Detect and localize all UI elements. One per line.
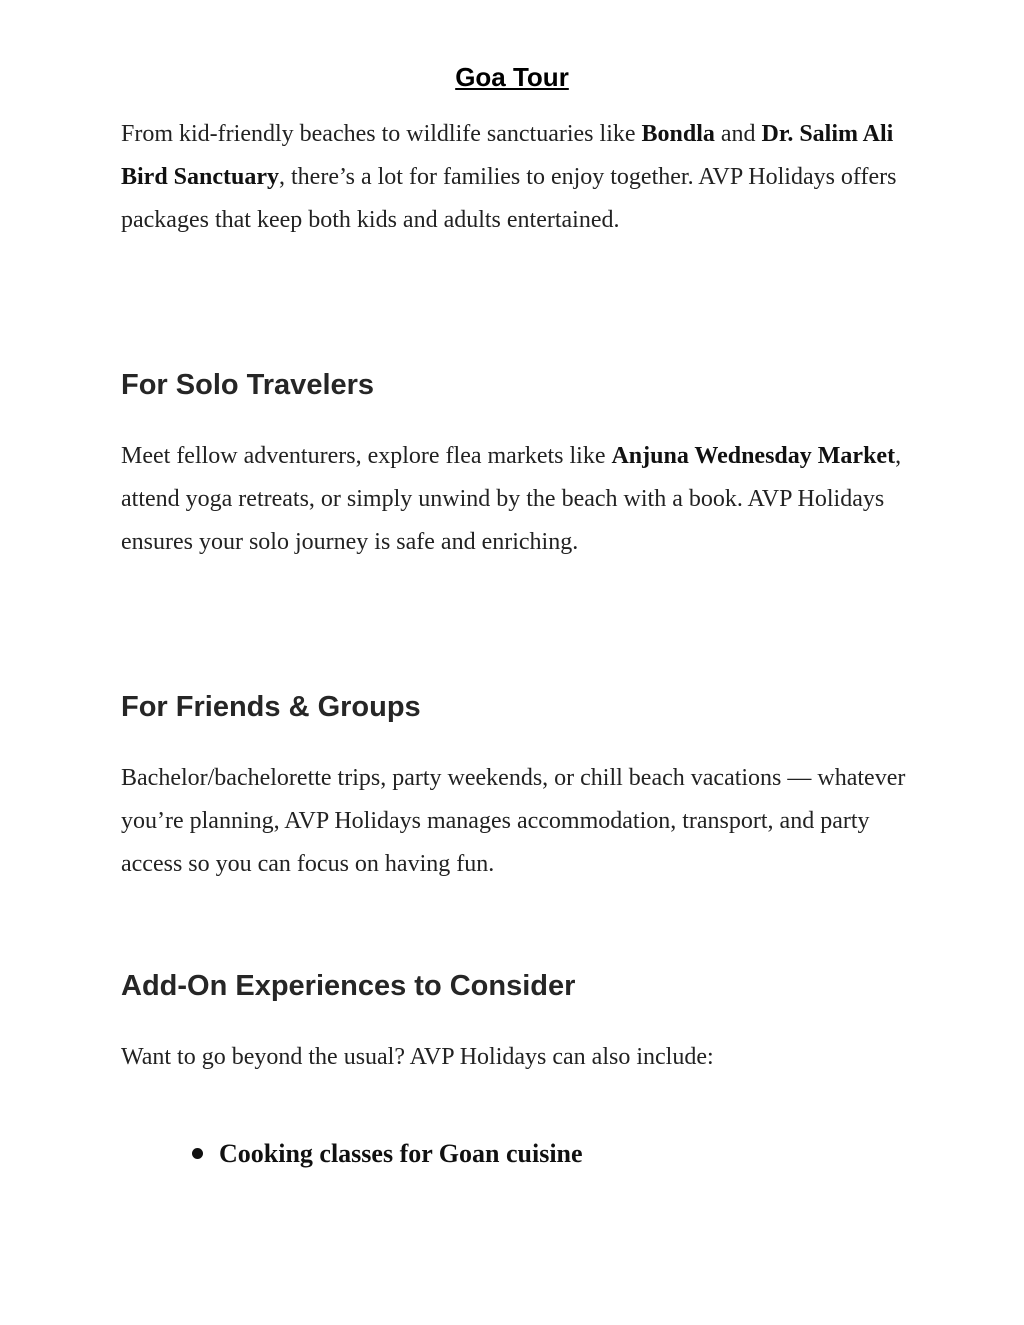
intro-text-2: and — [714, 121, 762, 147]
groups-paragraph: Bachelor/bachelorette trips, party weekends, or chill beach vacations — whatever you’re planning, AVP Holidays manages accommodation, transport, and party access so you can focus on having fun. — [121, 765, 906, 877]
intro-text-1: From kid-friendly beaches to wildlife sanctuaries like — [121, 121, 642, 147]
anjuna-market-text: Anjuna Wednesday Market — [611, 443, 896, 469]
bird-sanctuary-text: Dr. Salim Ali Bird Sanctuary — [121, 121, 894, 190]
bondla-link-text: Bondla — [641, 121, 715, 147]
intro-paragraph — [121, 113, 911, 242]
list-item-label: Cooking classes for Goan cuisine — [219, 1139, 583, 1168]
solo-paragraph — [121, 435, 911, 564]
addons-heading: Add-On Experiences to Consider — [121, 970, 576, 1002]
solo-heading: For Solo Travelers — [121, 369, 375, 401]
page-title: Goa Tour — [455, 62, 569, 92]
addons-paragraph: Want to go beyond the usual? AVP Holidays can also include: — [121, 1044, 714, 1070]
solo-text-1: Meet fellow adventurers, explore flea markets like — [121, 443, 612, 469]
intro-text-3: , there’s a lot for families to enjoy together. AVP Holidays offers packages that keep both kids and adults entertained. — [121, 164, 897, 233]
groups-heading: For Friends & Groups — [121, 691, 421, 723]
list-item — [190, 1134, 583, 1174]
solo-text-2: , attend yoga retreats, or simply unwind by the beach with a book. AVP Holidays ensures your solo journey is safe and enriching. — [121, 443, 902, 555]
bullet-icon — [192, 1148, 203, 1159]
addons-list — [190, 1134, 583, 1174]
